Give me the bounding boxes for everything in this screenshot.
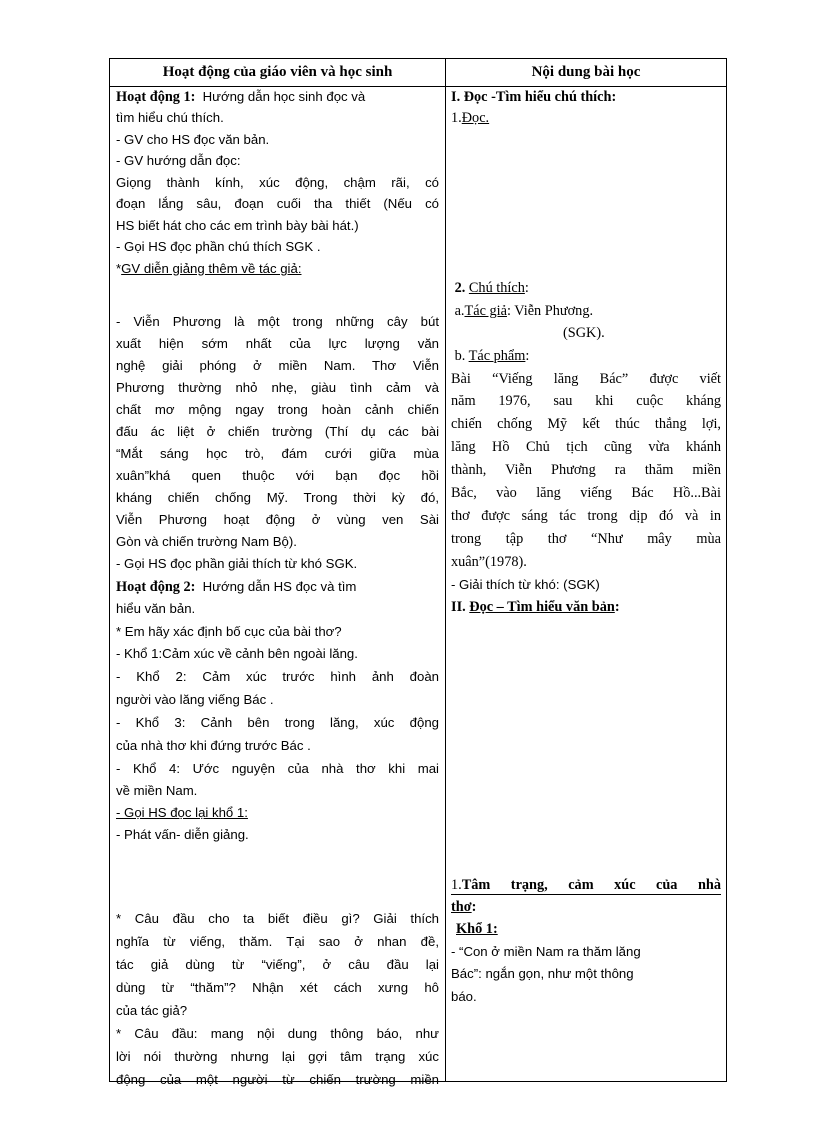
mood-heading: 1.Tâm trạng, cảm xúc của nhà (451, 877, 721, 893)
text-line: - Khổ 4: Ước nguyện của nhà thơ khi mai (116, 761, 439, 776)
text-line: “Mắt sáng học trò, đám cưới giữa mùa (116, 446, 439, 461)
activity-1-label: Hoạt động 1: (116, 89, 196, 105)
text-line: - Viễn Phương là một trong những cây bút (116, 314, 439, 329)
text-line: Phương thường nhỏ nhẹ, giàu tình cảm và (116, 380, 439, 395)
text-line: - Khổ 2: Cảm xúc trước hình ảnh đoàn (116, 669, 439, 684)
section-2-heading: II. Đọc – Tìm hiểu văn bản: (451, 599, 620, 615)
work-line: b. Tác phẩm: (454, 348, 530, 364)
activity-2-line: Hoạt động 2: Hướng dẫn HS đọc và tìm (116, 579, 357, 595)
text-line: kháng chiến chống Mỹ. Trong thời kỳ đó, (116, 490, 439, 505)
notes-heading: 2. Chú thích: (454, 280, 529, 296)
text-line: - Gọi HS đọc lại khổ 1: (116, 805, 248, 820)
text-line: trong tập thơ “Như mây mùa (451, 531, 721, 547)
lesson-table (109, 58, 727, 1087)
text-line: - Khổ 1:Cảm xúc về cảnh bên ngoài lăng. (116, 646, 358, 661)
text-line: báo. (451, 989, 477, 1004)
reading-heading: 1.Đọc. (451, 110, 490, 126)
text-line: * Câu đầu cho ta biết điều gì? Giải thích (116, 911, 439, 926)
mood-heading-cont: thơ: (451, 899, 477, 915)
text-line: - Phát vấn- diễn giảng. (116, 827, 249, 842)
header-right: Nội dung bài học (531, 64, 641, 80)
text-line: - “Con ở miền Nam ra thăm lăng (451, 944, 641, 959)
text-line: xuất hiện sớm nhất của lực lượng văn (116, 336, 439, 351)
author-note-heading: *GV diễn giảng thêm về tác giả: (116, 261, 302, 276)
header-left: Hoạt động của giáo viên và học sinh (162, 64, 393, 80)
text-line: lời nói thường nhưng lại gợi tâm trạng xúc (116, 1049, 439, 1064)
sgk-ref: (SGK). (563, 325, 605, 341)
text-line: xuân”khá quen thuộc với bạn đọc hồi (116, 468, 439, 483)
text-line: - Khổ 3: Cảnh bên trong lăng, xúc động (116, 715, 439, 730)
text-line: Bài “Viếng lăng Bác” được viết (451, 371, 721, 387)
text-line: tìm hiểu chú thích. (116, 110, 224, 125)
text-line: - GV cho HS đọc văn bản. (116, 132, 270, 147)
text-line: năm 1976, sau khi cuộc kháng (451, 393, 721, 409)
text-line: HS biết hát cho các em trình bày bài hát.) (116, 218, 359, 233)
column-divider (445, 59, 446, 1081)
text-line: lăng Hồ Chủ tịch cũng vừa khánh (451, 439, 721, 455)
text-line: động của một người từ chiến trường miền (116, 1072, 439, 1087)
section-1-heading: I. Đọc -Tìm hiểu chú thích: (451, 89, 617, 105)
text-line: đấu ác liệt ở chiến trường (Thí dụ các bài (116, 424, 439, 439)
text-line: - Gọi HS đọc phần chú thích SGK . (116, 239, 321, 254)
text-line: Gòn và chiến trường Nam Bộ). (116, 534, 297, 549)
activity-2-label: Hoạt động 2: (116, 579, 196, 595)
text-line: Viễn Phương hoạt động ở vùng ven Sài (116, 512, 439, 527)
text-line: * Em hãy xác định bố cục của bài thơ? (116, 624, 342, 639)
text-line: chất mơ mộng ngay trong hoàn cảnh chiến (116, 402, 439, 417)
text-line: Bắc, vào lăng viếng Bác Hồ...Bài (451, 485, 721, 501)
activity-1-line: Hoạt động 1: Hướng dẫn học sinh đọc và (116, 89, 366, 105)
text-line: của nhà thơ khi đứng trước Bác . (116, 738, 311, 753)
text-line: dùng từ “thăm”? Nhận xét cách xưng hô (116, 980, 439, 995)
text-line: - GV hướng dẫn đọc: (116, 153, 241, 168)
text-line: chiến chống Mỹ kết thúc thắng lợi, (451, 416, 721, 432)
author-line: a.Tác giả: Viễn Phương. (454, 303, 594, 319)
text-line: nghệ giải phóng ở miền Nam. Thơ Viễn (116, 358, 439, 373)
text-line: xuân”(1978). (451, 554, 527, 570)
text-line: - Giải thích từ khó: (SGK) (451, 577, 600, 592)
text-line: Giọng thành kính, xúc động, chậm rãi, có (116, 175, 439, 190)
text-line: về miền Nam. (116, 783, 198, 798)
text-line: người vào lăng viếng Bác . (116, 692, 274, 707)
text-line: Bác”: ngắn gọn, như một thông (451, 966, 634, 981)
text-line: nghĩa từ viếng, thăm. Tại sao ở nhan đề, (116, 934, 439, 949)
text-line: * Câu đầu: mang nội dung thông báo, như (116, 1026, 439, 1041)
text-line: thơ được sáng tác trong dịp đó và in (451, 508, 721, 524)
text-line: tác giả dùng từ “viếng”, ở câu đầu lại (116, 957, 439, 972)
text-line: - Gọi HS đọc phần giải thích từ khó SGK. (116, 556, 358, 571)
stanza-1-heading: Khổ 1: (456, 921, 498, 937)
text-line: đoạn lắng sâu, đoạn cuối tha thiết (Nếu có (116, 196, 439, 211)
text-line: hiểu văn bản. (116, 601, 196, 616)
text-line: của tác giả? (116, 1003, 188, 1018)
text-line: thành, Viễn Phương ra thăm miền (451, 462, 721, 478)
